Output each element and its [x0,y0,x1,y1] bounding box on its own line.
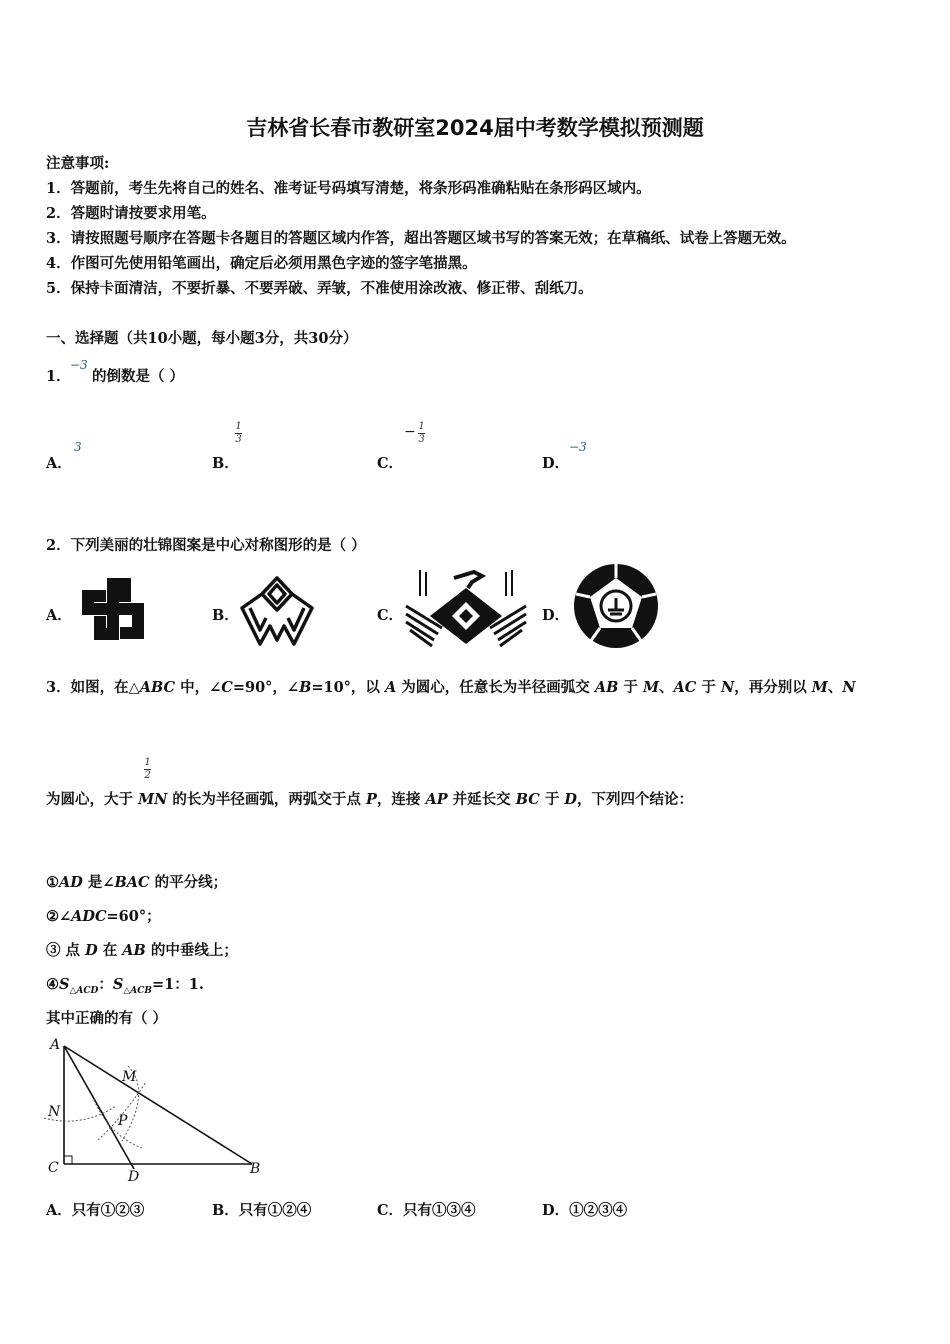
text: ③ 点 [46,942,86,959]
math: C [221,679,233,696]
fraction-numerator: 1 [144,757,151,768]
q2-option-b-label: B． [212,607,239,624]
q2-option-d-label: D． [542,607,570,624]
text: ① [46,874,59,891]
section-heading: 一、选择题（共10小题，每小题3分，共30分） [46,330,358,347]
figure-label-a: A [50,1037,61,1053]
diamond-pattern-image [236,570,318,650]
q1-option-c-fraction [418,422,425,445]
figure-label-n: N [48,1104,61,1120]
text: 在 [97,942,123,959]
q3-conclusion-3 [46,939,238,960]
q3-option-c: C．只有①③④ [377,1202,476,1219]
text: 并延长交 [447,791,516,808]
notice-heading: 注意事项: [46,155,110,172]
q1-expression: −3 [70,358,88,372]
text: 为圆心，大于 [46,791,139,808]
math: AB [594,679,619,696]
q1-option-d-label: D． [542,455,570,472]
circle-pattern-image [572,562,660,650]
math: AC [673,679,697,696]
math: AB [122,942,146,959]
q1-option-d-value: −3 [569,440,587,454]
notice-item: 1．答题前，考生先将自己的姓名、准考证号码填写清楚，将条形码准确粘贴在条形码区域内。 [46,180,651,197]
q3-conclusion-4 [46,973,204,996]
text: 的中垂线上； [145,942,238,959]
q2-text: 2．下列美丽的壮锦图案是中心对称图形的是（ ） [46,537,366,554]
math: BAC [114,874,150,891]
bird-pattern-image [402,566,530,650]
text: ，连接 [376,791,426,808]
math: AD [59,874,83,891]
swastika-pattern-image [74,570,152,648]
notice-item: 4．作图可先使用铅笔画出，确定后必须用黑色字迹的签字笔描黑。 [46,255,477,272]
text: 、 [659,679,674,696]
text: ，下列四个结论： [576,791,693,808]
figure-label-b: B [250,1161,261,1177]
fraction-denominator: 3 [418,434,425,445]
q1-option-a-value: 3 [74,440,82,454]
q3-question: 其中正确的有（ ） [46,1010,168,1027]
math: ABC [139,679,176,696]
notice-item: 5．保持卡面清洁，不要折暴、不要弄破、弄皱，不准使用涂改液、修正带、刮纸刀。 [46,280,593,297]
math: A [384,679,397,696]
figure-label-d: D [128,1169,140,1184]
q3-conclusion-1 [46,871,227,892]
text: =1：1. [152,976,204,993]
q1-number: 1． [46,368,71,385]
text: 于 [618,679,643,696]
page-title: 吉林省长春市教研室2024届中考数学模拟预测题 [246,116,704,140]
triangle-figure [42,1036,266,1184]
notice-item: 2．答题时请按要求用笔。 [46,205,216,222]
text: 中，∠ [175,679,222,696]
q1-option-b-label: B． [212,455,239,472]
math: P [365,791,377,808]
figure-label-c: C [48,1160,59,1176]
math: N [720,679,735,696]
q1-option-c-label: C． [377,455,404,472]
q3-option-d: D．①②③④ [542,1202,628,1219]
text: 为圆心，任意长为半径画弧交 [396,679,595,696]
q3-half-fraction [144,758,151,781]
subscript: △ACD [69,985,99,996]
figure-label-m: M [122,1069,137,1085]
math: B [299,679,312,696]
q1-text: 的倒数是（ ） [92,368,185,385]
q2-option-c-label: C． [377,607,404,624]
fraction-denominator: 3 [235,434,242,445]
text: =90°，∠ [232,679,300,696]
text: 的长为半径画弧，两弧交于点 [167,791,366,808]
q2-option-a-label: A． [46,607,72,624]
math: M [642,679,660,696]
fraction-numerator: 1 [418,421,425,432]
notice-item: 3．请按照题号顺序在答题卡各题目的答题区域内作答，超出答题区域书写的答案无效；在草稿纸、试卷上答题无效。 [46,230,796,247]
math: D [564,791,577,808]
math: D [85,942,98,959]
math: BC [515,791,540,808]
q3-option-a: A．只有①②③ [46,1202,145,1219]
fraction-denominator: 2 [144,770,151,781]
text: ，再分别以 [734,679,812,696]
q1-option-b-fraction [235,422,242,445]
math: N [842,679,856,696]
text: ： [98,976,113,993]
text: ④ [46,976,59,993]
q3-conclusion-2 [46,905,161,926]
math: M [811,679,828,696]
math: ADC [71,908,107,925]
q3-option-b: B．只有①②④ [212,1202,312,1219]
math: MN [138,791,168,808]
math: AP [425,791,448,808]
subscript: △ACB [123,985,153,996]
figure-label-p: P [118,1113,128,1129]
text: 是∠ [82,874,115,891]
text: =10°，以 [311,679,385,696]
fraction-numerator: 1 [235,421,242,432]
text: 于 [539,791,565,808]
q1-option-c-sign: − [404,424,416,440]
q3-line1 [46,676,856,697]
text: 的平分线； [149,874,228,891]
math: S [112,976,124,993]
text: 3．如图，在△ [46,679,140,696]
text: =60°； [106,908,161,925]
text: ②∠ [46,908,72,925]
text: 、 [827,679,843,696]
math: S [59,976,70,993]
text: 于 [696,679,721,696]
q1-option-a-label: A． [46,455,72,472]
q3-line2 [46,788,693,809]
